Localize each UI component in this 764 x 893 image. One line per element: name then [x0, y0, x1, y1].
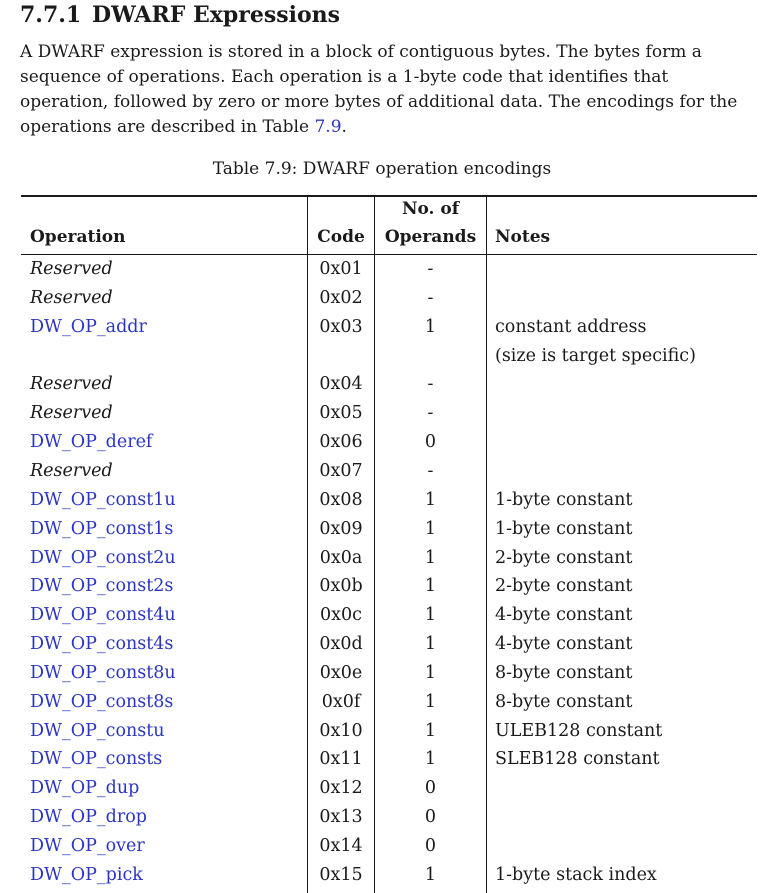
table-row	[0, 601, 764, 630]
operation-code: 0x08	[319, 489, 363, 510]
table-row	[0, 457, 764, 486]
table-row	[0, 544, 764, 573]
operand-count: -	[427, 374, 434, 395]
operand-count: 1	[424, 662, 437, 683]
operation-notes: 8-byte constant	[495, 691, 633, 712]
operand-count: 1	[424, 720, 437, 741]
operation-name-link[interactable]: DW_OP_const4s	[30, 634, 174, 655]
header-operation: Operation	[30, 227, 126, 247]
operation-name-link[interactable]: DW_OP_deref	[30, 432, 153, 453]
operation-code: 0x11	[319, 749, 363, 770]
operand-count: 1	[424, 316, 437, 337]
operation-name-link[interactable]: DW_OP_constu	[30, 720, 165, 741]
operation-code: 0x0f	[321, 691, 361, 712]
intro-text-end: .	[341, 117, 347, 137]
operation-name-link[interactable]: DW_OP_over	[30, 836, 145, 856]
operand-count: -	[427, 287, 434, 308]
table-row	[0, 745, 764, 774]
table-caption: Table 7.9: DWARF operation encodings	[212, 159, 552, 179]
table-row	[0, 688, 764, 717]
operation-notes: SLEB128 constant	[495, 749, 660, 770]
operation-code: 0x02	[319, 287, 363, 308]
operation-code: 0x01	[319, 259, 363, 279]
operation-name-link[interactable]: DW_OP_const1u	[30, 489, 176, 510]
operation-name-link[interactable]: DW_OP_pick	[30, 864, 143, 885]
operand-count: -	[427, 259, 434, 279]
table-row	[0, 284, 764, 313]
table-row	[0, 255, 764, 284]
table-row	[0, 572, 764, 601]
operand-count: 1	[424, 547, 437, 568]
operation-code: 0x05	[319, 403, 363, 424]
operation-reserved: Reserved	[30, 403, 113, 424]
operand-count: 0	[424, 432, 437, 453]
operation-notes: 1-byte constant	[495, 518, 633, 539]
table-row	[0, 370, 764, 399]
operation-code: 0x06	[319, 432, 363, 453]
operand-count: -	[427, 403, 434, 424]
table-reference-link[interactable]: 7.9	[314, 117, 342, 137]
operation-code: 0x0c	[320, 605, 362, 626]
operand-count: 0	[424, 836, 437, 856]
table-row	[0, 313, 764, 342]
section-heading	[20, 2, 340, 28]
table-row	[0, 515, 764, 544]
section-title: DWARF Expressions	[92, 2, 341, 28]
operation-notes: ULEB128 constant	[495, 720, 663, 741]
table-row	[0, 774, 764, 803]
operand-count: -	[427, 460, 434, 481]
header-operands-line1: No. of	[401, 199, 460, 219]
operation-name-link[interactable]: DW_OP_dup	[30, 778, 140, 799]
operation-notes: 4-byte constant	[495, 605, 633, 626]
operation-notes: 1-byte stack index	[495, 864, 657, 885]
operation-code: 0x0a	[319, 547, 363, 568]
operation-name-link[interactable]: DW_OP_drop	[30, 807, 147, 828]
table-row	[0, 861, 764, 890]
operation-notes-continued: (size is target specific)	[495, 345, 696, 366]
operation-code: 0x10	[319, 720, 363, 741]
table-row	[0, 717, 764, 746]
operation-code: 0x12	[319, 778, 363, 799]
operand-count: 1	[424, 691, 437, 712]
operation-name-link[interactable]: DW_OP_const1s	[30, 518, 174, 539]
operand-count: 1	[424, 576, 437, 597]
section-number: 7.7.1	[20, 2, 82, 28]
operation-notes: 2-byte constant	[495, 547, 633, 568]
operation-notes: 2-byte constant	[495, 576, 633, 597]
operation-reserved: Reserved	[30, 460, 113, 481]
operation-name-link[interactable]: DW_OP_const2u	[30, 547, 176, 568]
operation-code: 0x07	[319, 460, 363, 481]
intro-text: A DWARF expression is stored in a block of contiguous bytes. The bytes form a sequence of operations. Each operation is a 1-byte code that identifies that operation, followed by zero or more bytes of additional data. The encodings for the operations are described in Table	[20, 42, 738, 137]
operation-reserved: Reserved	[30, 259, 113, 279]
operand-count: 1	[424, 864, 437, 885]
table-row	[0, 486, 764, 515]
header-operands-line2: Operands	[384, 227, 477, 247]
operation-code: 0x04	[319, 374, 363, 395]
operation-code: 0x15	[319, 864, 363, 885]
operation-code: 0x03	[319, 316, 363, 337]
operand-count: 1	[424, 518, 437, 539]
header-notes: Notes	[495, 227, 551, 247]
operation-code: 0x14	[319, 836, 363, 856]
operation-notes: 4-byte constant	[495, 634, 633, 655]
operation-name-link[interactable]: DW_OP_const4u	[30, 605, 176, 626]
operation-reserved: Reserved	[30, 374, 113, 395]
operation-code: 0x0e	[319, 662, 363, 683]
operand-count: 1	[424, 749, 437, 770]
operand-count: 1	[424, 605, 437, 626]
table-row	[0, 659, 764, 688]
operation-reserved: Reserved	[30, 287, 113, 308]
operation-name-link[interactable]: DW_OP_const8u	[30, 662, 176, 683]
table-row	[0, 428, 764, 457]
intro-paragraph	[20, 40, 740, 140]
operand-count: 0	[424, 807, 437, 828]
header-code: Code	[317, 227, 365, 247]
operation-code: 0x0b	[319, 576, 363, 597]
table-top-rule	[21, 195, 757, 197]
operand-count: 0	[424, 778, 437, 799]
operation-notes: 1-byte constant	[495, 489, 633, 510]
table-row	[0, 630, 764, 659]
operation-name-link[interactable]: DW_OP_const2s	[30, 576, 174, 597]
operation-notes: constant address	[495, 316, 647, 337]
table-row	[0, 832, 764, 861]
operand-count: 1	[424, 489, 437, 510]
operation-code: 0x09	[319, 518, 363, 539]
operation-name-link[interactable]: DW_OP_const8s	[30, 691, 174, 712]
table-row	[0, 803, 764, 832]
operand-count: 1	[424, 634, 437, 655]
operation-name-link[interactable]: DW_OP_addr	[30, 316, 147, 337]
operation-notes: 8-byte constant	[495, 662, 633, 683]
table-row	[0, 399, 764, 428]
operation-name-link[interactable]: DW_OP_consts	[30, 749, 163, 770]
operation-code: 0x0d	[319, 634, 363, 655]
operation-code: 0x13	[319, 807, 363, 828]
